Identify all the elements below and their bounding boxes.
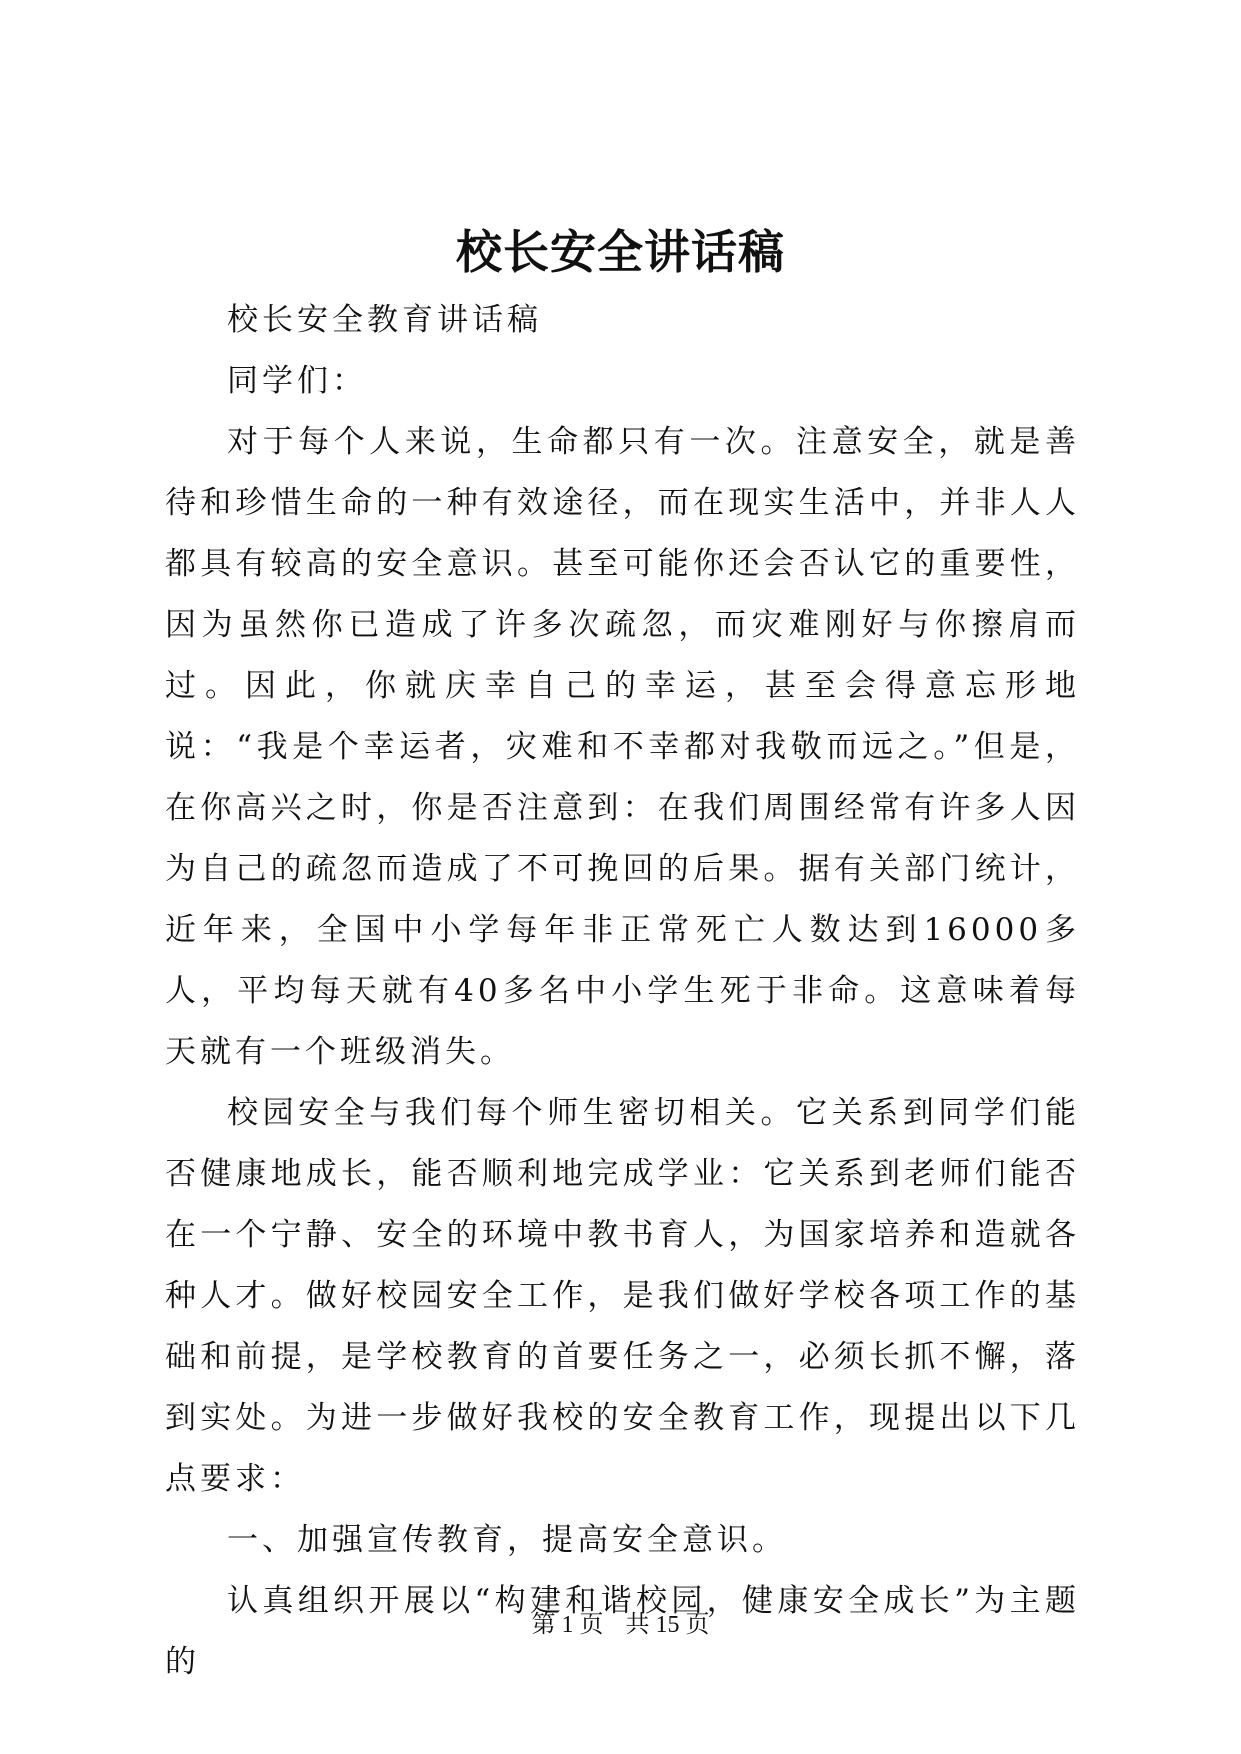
salutation-paragraph: 同学们： xyxy=(227,363,367,399)
body-paragraph: 校园安全与我们每个师生密切相关。它关系到同学们能否健康地成长，能否顺利地完成学业：它关系到老师们能否在一个宁静、安全的环境中教书育人，为国家培养和造就各种人才。做好校园安全工作，是我们做好学校各项工作的基础和前提，是学校教育的首要任务之一，必须长抓不懈，落到实处。为进一步做好我校的安全教育工作，现提出以下几点要求： xyxy=(165,1095,1080,1497)
document-title: 校长安全讲话稿 xyxy=(456,225,785,279)
subtitle-paragraph: 校长安全教育讲话稿 xyxy=(227,302,542,338)
document-body xyxy=(165,290,1080,1693)
page-footer xyxy=(0,1610,1241,1640)
body-paragraph: 对于每个人来说，生命都只有一次。注意安全，就是善待和珍惜生命的一种有效途径，而在现实生活中，并非人人都具有较高的安全意识。甚至可能你还会否认它的重要性，因为虽然你已造成了许多次疏忽，而灾难刚好与你擦肩而过。因此，你就庆幸自己的幸运，甚至会得意忘形地说：“我是个幸运者，灾难和不幸都对我敬而远之。”但是，在你高兴之时，你是否注意到：在我们周围经常有许多人因为自己的疏忽而造成了不可挽回的后果。据有关部门统计，近年来，全国中小学每年非正常死亡人数达到16000多人，平均每天就有40多名中小学生死于非命。这意味着每天就有一个班级消失。 xyxy=(165,424,1080,1070)
body-paragraph: 认真组织开展以“构建和谐校园，健康安全成长”为主题的 xyxy=(165,1583,1080,1680)
section-heading: 一、加强宣传教育，提高安全意识。 xyxy=(227,1522,787,1558)
page-number: 第 1 页 xyxy=(531,1612,604,1638)
page-total: 共 15 页 xyxy=(625,1612,710,1638)
